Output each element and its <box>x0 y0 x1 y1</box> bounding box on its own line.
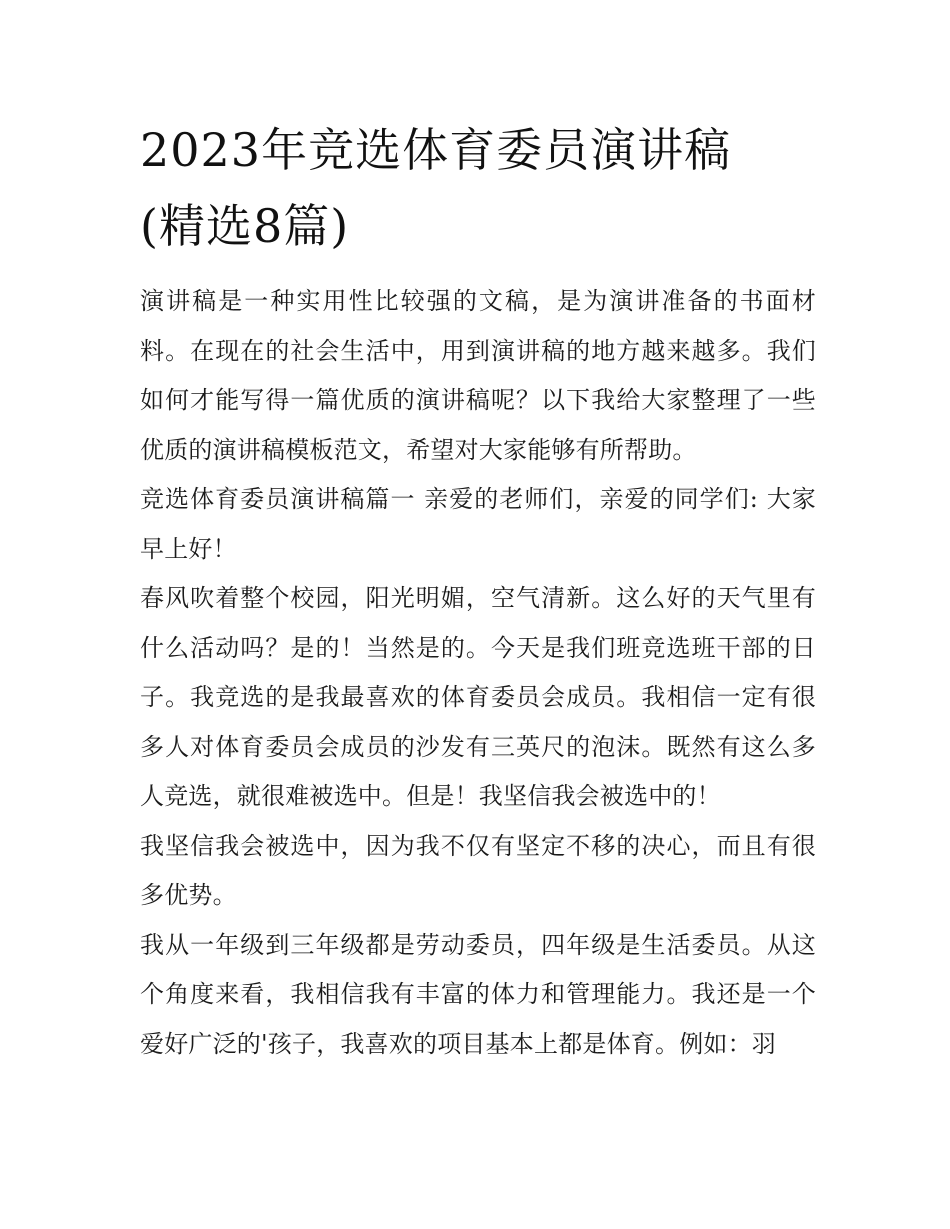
paragraph-spring-wind: 春风吹着整个校园，阳光明媚，空气清新。这么好的天气里有什么活动吗？是的！当然是的。今天是我们班竞选班干部的日子。我竞选的是我最喜欢的体育委员会成员。我相信一定有很多人对体育委员会成员的沙发有三英尺的泡沫。既然有这么多人竞选，就很难被选中。但是！我坚信我会被选中的！ <box>140 584 816 810</box>
title-line-2: (精选8篇) <box>140 199 350 253</box>
title-line-1: 2023年竞选体育委员演讲稿 <box>140 123 732 177</box>
paragraph-experience: 我从一年级到三年级都是劳动委员，四年级是生活委员。从这个角度来看，我相信我有丰富的体力和管理能力。我还是一个爱好广泛的'孩子，我喜欢的项目基本上都是体育。例如：羽 <box>140 930 816 1058</box>
document-title <box>140 112 830 264</box>
document-body <box>140 277 816 1069</box>
paragraph-confidence: 我坚信我会被选中，因为我不仅有坚定不移的决心，而且有很多优势。 <box>140 831 816 909</box>
paragraph-section-heading: 竞选体育委员演讲稿篇一 亲爱的老师们，亲爱的同学们: 大家早上好！ <box>140 485 816 563</box>
paragraph-intro: 演讲稿是一种实用性比较强的文稿，是为演讲准备的书面材料。在现在的社会生活中，用到演讲稿的地方越来越多。我们如何才能写得一篇优质的演讲稿呢？以下我给大家整理了一些优质的演讲稿模板范文，希望对大家能够有所帮助。 <box>140 287 816 464</box>
